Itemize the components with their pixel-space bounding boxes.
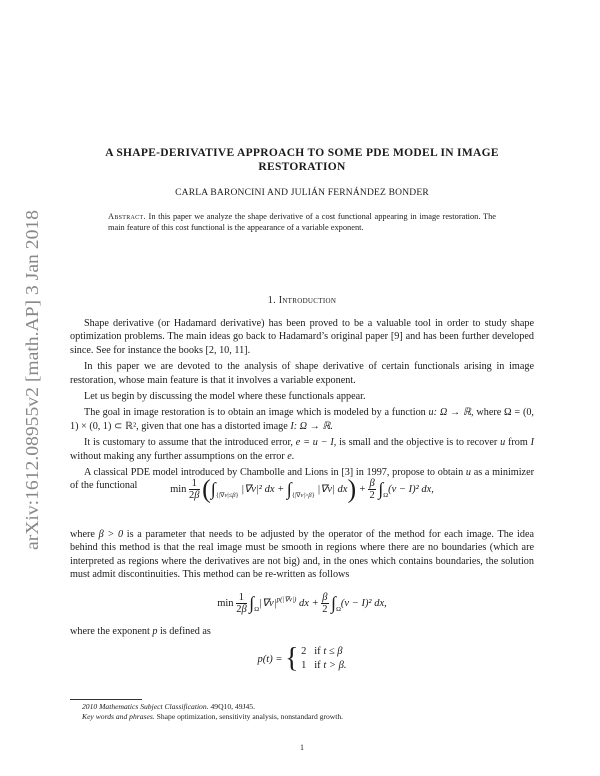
section-heading: 1. Introduction xyxy=(267,295,337,306)
paragraph-8: where the exponent p is defined as xyxy=(70,626,211,637)
equation-variable-exponent: min $\frac{1}{2\beta}$ $\int_\Omega|\nabla v|^{p(|\nabla v|)}$ dx + $\frac{\beta}{2}$ $\int_\Omega(v - I)^2$ dx, xyxy=(217,592,387,615)
title-line-2: RESTORATION xyxy=(258,161,346,173)
paragraph-3: Let us begin by discussing the model where these functionals appear. xyxy=(84,391,366,403)
paragraph-1: Shape derivative (or Hadamard derivative) has been proved to be a valuable tool in order to study shape optimization problems. The main ideas go back to Hadamard’s original paper [9] and has been further developed since. See for instance the books [2, 10, 11]. xyxy=(70,318,534,356)
arxiv-id-text: arXiv:1612.08955v2 [math.AP] 3 Jan 2018 xyxy=(22,246,42,550)
footnote-divider xyxy=(70,699,142,700)
page-number: 1 xyxy=(300,743,304,752)
footnote-msc: 2010 Mathematics Subject Classification. 49Q10, 49J45. xyxy=(82,702,255,711)
footnote-keywords: Key words and phrases. Shape optimization, sensitivity analysis, nonstandard growth. xyxy=(82,712,344,721)
paragraph-2: In this paper we are devoted to the analysis of shape derivative of certain functionals arising in image restoration, whose main feature is that it involves a variable exponent. xyxy=(70,361,534,386)
abstract-label: Abstract. xyxy=(108,212,146,221)
arxiv-identifier xyxy=(10,200,50,560)
abstract xyxy=(108,212,496,233)
paragraph-5: It is customary to assume that the introduced error, e = u − I, is small and the objective is to recover u from I without making any further assumptions on the error e. xyxy=(70,437,534,462)
author-list: CARLA BARONCINI AND JULIÁN FERNÁNDEZ BONDER xyxy=(175,188,429,198)
title-line-1: A SHAPE-DERIVATIVE APPROACH TO SOME PDE MODEL IN IMAGE xyxy=(105,147,499,159)
intro-body-exponent xyxy=(70,625,534,641)
footnotes xyxy=(70,702,534,722)
intro-body xyxy=(70,317,534,496)
paragraph-4: The goal in image restoration is to obtain an image which is modeled by a function u: Ω → ℝ, where Ω = (0, 1) × (0, 1) ⊂ ℝ², given that one has a distorted image I: Ω → ℝ. xyxy=(70,407,534,432)
paragraph-7: where β > 0 is a parameter that needs to be adjusted by the operator of the method for each image. The idea behind this method is that the real image must be smooth in regions where there are no boundaries (which are interpreted as regions where the derivatives are not big) and, in the ones which contains boundaries, the solution must admit discontinuities. This method can be re-written as follows xyxy=(70,529,534,581)
paragraph-6: A classical PDE model introduced by Chambolle and Lions in [3] in 1997, propose to obtain u as a minimizer of the functional xyxy=(70,467,534,492)
abstract-text: In this paper we analyze the shape derivative of a cost functional appearing in image restoration. The main feature of this cost functional is the appearance of a variable exponent. xyxy=(108,212,496,232)
paper-title xyxy=(70,146,534,174)
equation-piecewise-exponent: p(t) = { 2 if t ≤ β 1 if t > β. xyxy=(257,643,347,674)
intro-body-continued xyxy=(70,528,534,585)
equation-chambolle-lions: min $\frac{1}{2\beta}$ ($\int_{\{|\nabla v|\le\beta\}}$ |∇v|² dx + $\int_{\{|\nabla v|>\beta\}}$ |∇v| dx) + $\frac{\beta}{2}$ $\int_\Omega(v - I)^2$ dx, xyxy=(170,474,434,504)
